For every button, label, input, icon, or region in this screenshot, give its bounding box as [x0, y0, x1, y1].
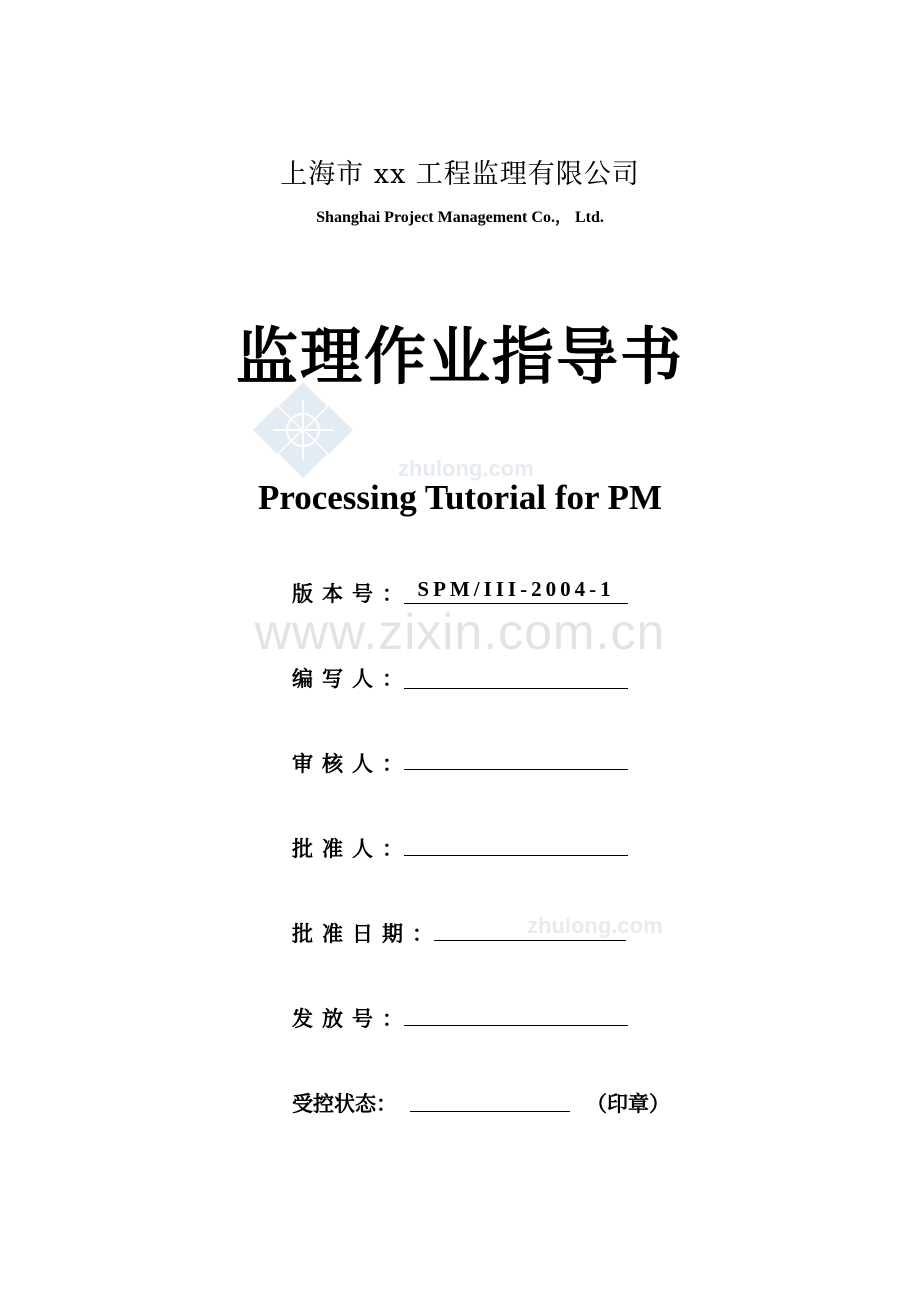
reviewer-field[interactable]: [404, 769, 628, 770]
approval-date-field[interactable]: [434, 940, 626, 941]
document-subtitle: Processing Tutorial for PM: [257, 478, 663, 517]
watermark-zhulong-2: zhulong.com: [527, 913, 663, 938]
company-name-en: Shanghai Project Management Co.， Ltd.: [316, 209, 604, 226]
approver-field[interactable]: [404, 855, 628, 856]
control-status-label: 受控状态：: [292, 1091, 397, 1116]
approval-date-label: 批准日期：: [292, 921, 442, 946]
version-label: 版本号：: [292, 581, 412, 606]
version-value: SPM/III-2004-1: [404, 576, 628, 604]
watermark-zixin: www.zixin.com.cn: [254, 604, 666, 660]
approver-label: 批准人：: [292, 836, 412, 861]
company-name-cn: 上海市 xx 工程监理有限公司: [280, 159, 640, 190]
issue-number-field[interactable]: [404, 1025, 628, 1026]
author-label: 编写人：: [292, 666, 412, 691]
control-status-field[interactable]: [410, 1111, 570, 1112]
watermark-zhulong-1: zhulong.com: [398, 456, 534, 481]
issue-number-label: 发放号：: [292, 1006, 412, 1031]
reviewer-label: 审核人：: [292, 751, 412, 776]
document-title: 监理作业指导书: [235, 320, 684, 393]
author-field[interactable]: [404, 688, 628, 689]
stamp-label: （印章）: [586, 1091, 670, 1116]
